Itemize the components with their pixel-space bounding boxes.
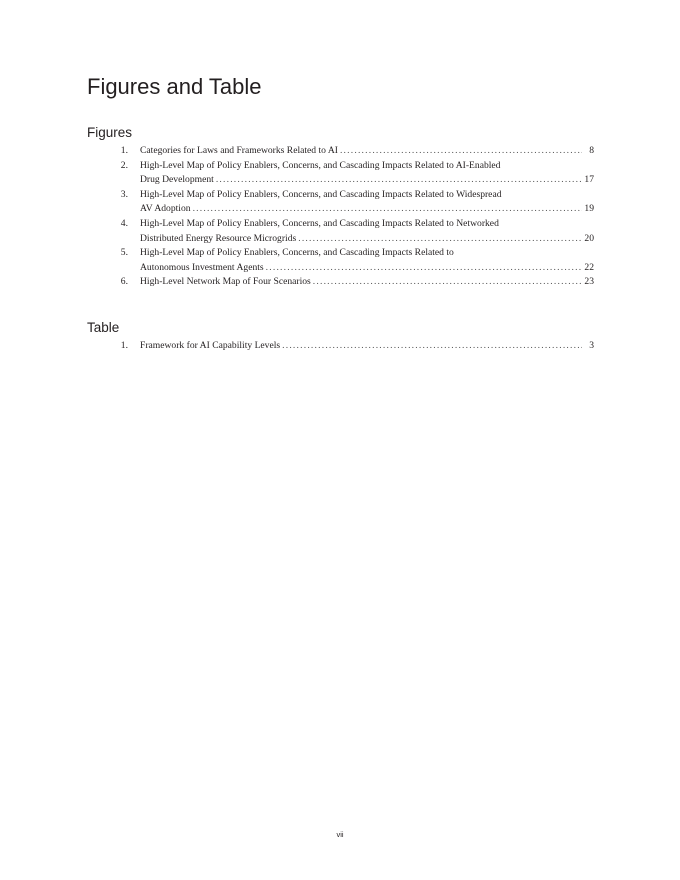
dot-leader xyxy=(340,144,582,159)
page-number: vii xyxy=(336,830,344,839)
entry-page-number[interactable]: 22 xyxy=(584,261,594,273)
page-title: Figures and Table xyxy=(87,74,262,99)
entry-last-line xyxy=(140,144,594,159)
entry-title-text: Categories for Laws and Frameworks Related to AI xyxy=(140,145,338,156)
dot-leader xyxy=(193,202,582,217)
entry-body xyxy=(140,275,594,290)
entry-body xyxy=(140,217,594,246)
dot-leader xyxy=(282,339,582,354)
entry-body xyxy=(140,159,594,188)
entry-last-line xyxy=(140,275,594,290)
toc-entry[interactable] xyxy=(110,246,594,275)
toc-entry[interactable] xyxy=(110,188,594,217)
dot-leader xyxy=(313,275,582,290)
entry-number: 6. xyxy=(120,276,128,288)
entry-last-line xyxy=(140,173,594,188)
entry-number: 1. xyxy=(120,145,128,156)
entry-title-text: Framework for AI Capability Levels xyxy=(140,340,281,351)
tables-list xyxy=(110,339,594,354)
entry-body xyxy=(140,144,594,159)
entry-last-line xyxy=(140,339,594,354)
table-heading: Table xyxy=(87,320,120,335)
dot-leader xyxy=(216,173,582,188)
entry-page-number[interactable]: 19 xyxy=(584,203,594,215)
entry-title-text: High-Level Map of Policy Enablers, Concerns, and Cascading Impacts Related to xyxy=(140,247,454,259)
entry-number: 2. xyxy=(120,159,128,171)
entry-title-text: High-Level Map of Policy Enablers, Concerns, and Cascading Impacts Related to Networked xyxy=(140,217,499,229)
toc-entry[interactable] xyxy=(110,339,594,354)
figures-list xyxy=(110,144,594,290)
entry-page-number[interactable]: 20 xyxy=(584,232,594,244)
entry-body xyxy=(140,339,594,354)
entry-page-number[interactable]: 8 xyxy=(589,145,594,156)
figures-heading: Figures xyxy=(87,125,133,140)
entry-title-text: Distributed Energy Resource Microgrids xyxy=(140,232,297,244)
toc-entry[interactable] xyxy=(110,275,594,290)
entry-page-number[interactable]: 3 xyxy=(589,340,594,351)
entry-number: 3. xyxy=(120,188,128,200)
entry-title-text: Autonomous Investment Agents xyxy=(140,261,264,273)
entry-page-number[interactable]: 17 xyxy=(584,174,594,186)
entry-number: 1. xyxy=(120,340,128,351)
entry-number: 5. xyxy=(120,247,128,259)
entry-last-line xyxy=(140,232,594,247)
entry-title-text: High-Level Map of Policy Enablers, Concerns, and Cascading Impacts Related to AI-Enabled xyxy=(140,159,501,171)
dot-leader xyxy=(266,261,582,276)
entry-last-line xyxy=(140,202,594,217)
entry-page-number[interactable]: 23 xyxy=(584,276,594,288)
toc-entry[interactable] xyxy=(110,159,594,188)
entry-body xyxy=(140,246,594,275)
entry-last-line xyxy=(140,261,594,276)
entry-title-text: High-Level Map of Policy Enablers, Concerns, and Cascading Impacts Related to Widespread xyxy=(140,188,502,200)
entry-title-text: High-Level Network Map of Four Scenarios xyxy=(140,276,311,288)
toc-entry[interactable] xyxy=(110,144,594,159)
entry-title-text: Drug Development xyxy=(140,174,214,186)
entry-body xyxy=(140,188,594,217)
entry-title-text: AV Adoption xyxy=(140,203,191,215)
dot-leader xyxy=(298,232,582,247)
toc-entry[interactable] xyxy=(110,217,594,246)
entry-number: 4. xyxy=(120,217,128,229)
